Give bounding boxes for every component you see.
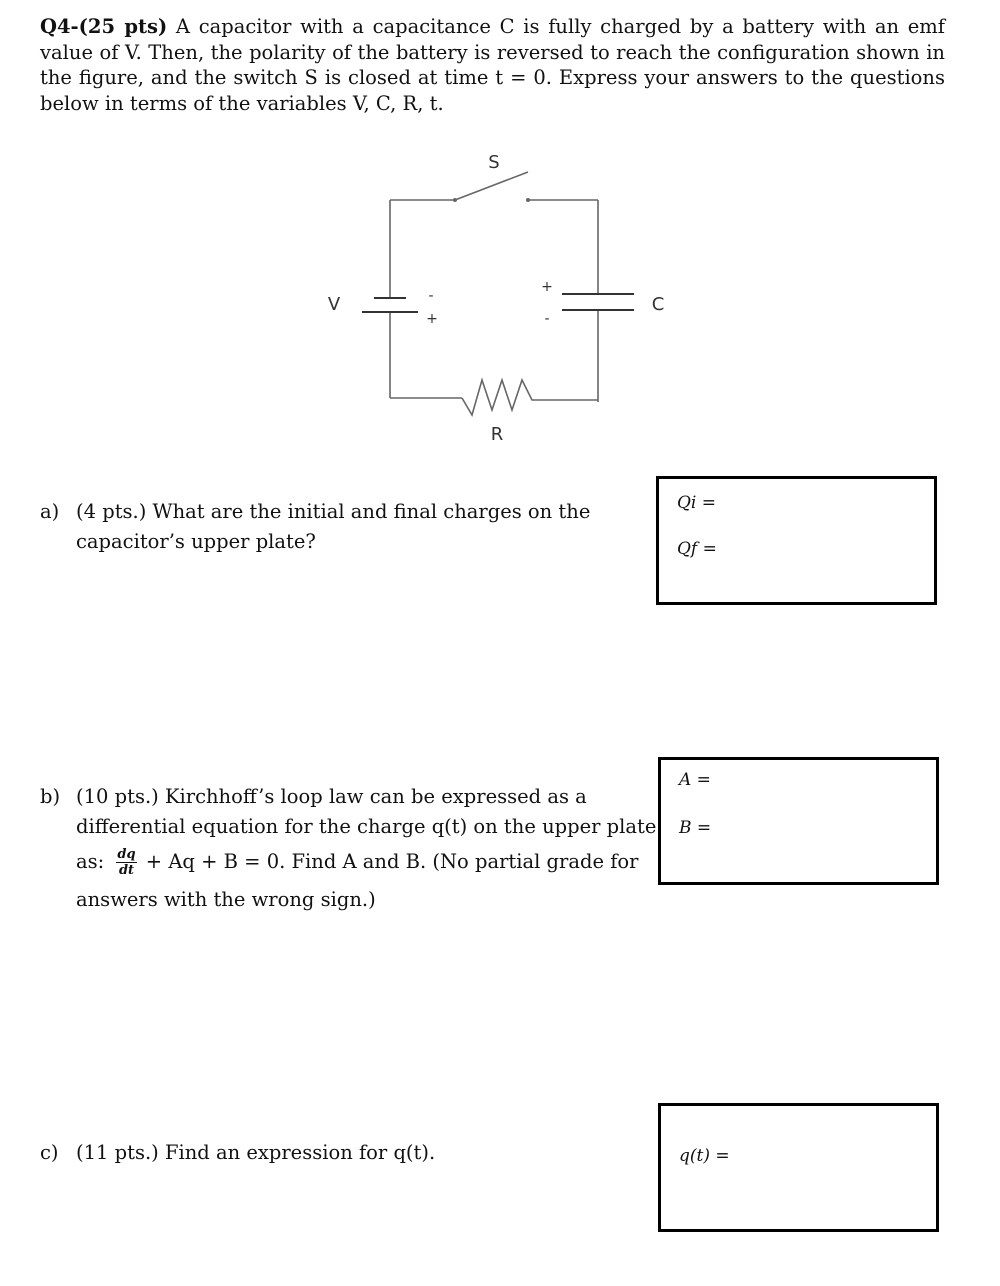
fraction-denominator: dt	[118, 863, 135, 878]
question-intro	[40, 14, 945, 116]
resistor-label: R	[490, 424, 504, 445]
resistor	[462, 380, 598, 415]
part-c-answer-q: q(t) =	[679, 1146, 730, 1166]
part-c	[40, 1138, 435, 1168]
part-c-tag: c)	[40, 1141, 59, 1164]
dq-dt-fraction	[116, 847, 136, 878]
capacitor-plus-sign: +	[541, 279, 553, 295]
battery-label: V	[327, 294, 341, 315]
part-a-answer-qi: Qi =	[677, 493, 717, 513]
circuit-diagram	[300, 140, 700, 450]
part-a-tag: a)	[40, 500, 60, 523]
part-b-line2: differential equation for the charge q(t) on the upper plate	[76, 815, 657, 838]
part-b-answer-b: B =	[679, 818, 712, 838]
part-b-line3-prefix: as:	[76, 850, 105, 873]
part-a	[40, 497, 590, 557]
part-a-line2: capacitor’s upper plate?	[76, 530, 316, 553]
switch-blade	[455, 172, 528, 200]
capacitor-minus-sign: -	[544, 311, 550, 327]
part-c-answer-box[interactable]	[658, 1103, 939, 1232]
switch-label: S	[488, 152, 500, 173]
part-b-answer-box[interactable]	[658, 757, 939, 885]
battery-plus-sign: +	[426, 311, 438, 327]
part-b-line1: (10 pts.) Kirchhoff’s loop law can be expressed as a	[76, 785, 587, 808]
capacitor-label: C	[651, 294, 665, 315]
part-b-line3-rest: + Aq + B = 0. Find A and B. (No partial grade for	[145, 850, 639, 873]
battery-minus-sign: -	[428, 288, 434, 304]
part-c-line1: (11 pts.) Find an expression for q(t).	[76, 1141, 436, 1164]
part-b-tag: b)	[40, 785, 61, 808]
part-b-line3	[40, 842, 656, 882]
part-b-line4: answers with the wrong sign.)	[76, 888, 376, 911]
part-a-answer-qf: Qf =	[677, 539, 717, 559]
part-a-line1: (4 pts.) What are the initial and final charges on the	[76, 500, 591, 523]
question-title: Q4-(25 pts)	[40, 15, 168, 38]
part-a-answer-box[interactable]	[656, 476, 937, 605]
part-b-answer-a: A =	[679, 770, 711, 790]
question-text: A capacitor with a capacitance C is fully charged by a battery with an emf value of V. Then, the polarity of the battery is reversed to reach the configuration shown in the figure, and the switch S is closed at time t = 0. Express your answers to the questions below in terms of the variables V, C, R, t.	[40, 15, 946, 115]
part-b	[40, 782, 656, 918]
fraction-numerator: dq	[117, 847, 136, 862]
